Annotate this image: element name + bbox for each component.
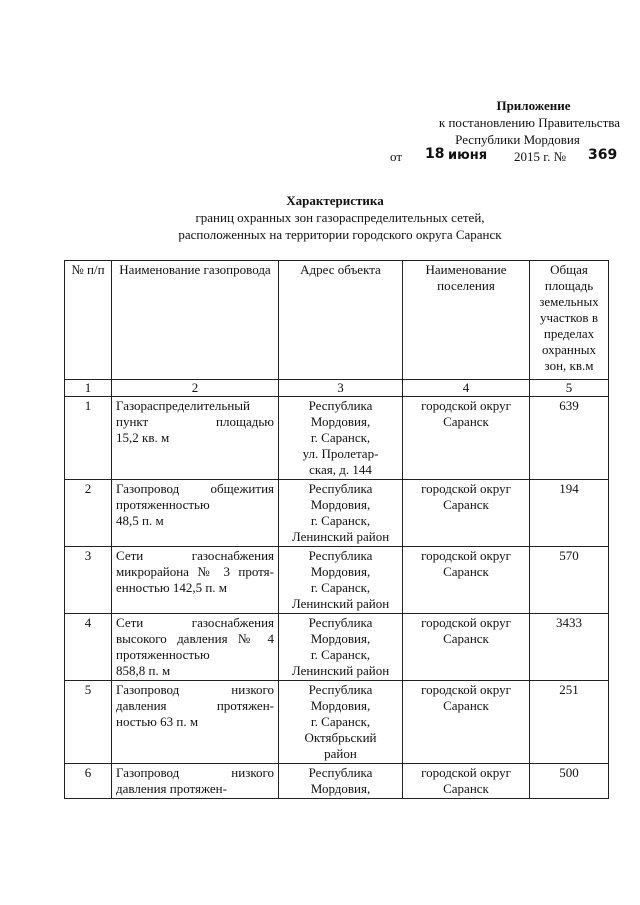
object-address <box>279 480 403 547</box>
date-prefix: от <box>390 149 403 164</box>
appendix-title: Приложение <box>496 98 571 113</box>
cell-line: микрорайона № 3 протя- <box>116 564 274 579</box>
pipeline-name <box>112 397 279 480</box>
cell-line: Республика <box>308 481 373 496</box>
cell-line: Саранск <box>443 631 489 646</box>
column-number-row <box>65 380 609 397</box>
cell-line: Ленинский район <box>291 596 390 611</box>
cell-line: городской округ <box>421 615 511 630</box>
cell-line: ностью 63 п. м <box>116 714 199 729</box>
document-title: Характеристика <box>286 193 384 208</box>
row-number: 4 <box>65 614 112 681</box>
pipeline-name <box>112 681 279 764</box>
cell-line: Республика <box>308 682 373 697</box>
column-number: 1 <box>65 380 112 397</box>
cell-line: Газопровод общежития <box>116 481 274 496</box>
cell-line: городской округ <box>421 548 511 563</box>
date-day: 18 <box>425 146 445 162</box>
cell-line: Республика <box>308 398 373 413</box>
cell-line: городской округ <box>421 765 511 780</box>
cell-line: давления протяжен- <box>116 698 274 713</box>
cell-line: г. Саранск, <box>310 714 371 729</box>
settlement-name <box>403 397 530 480</box>
object-address <box>279 681 403 764</box>
protection-zones-table <box>64 260 609 799</box>
cell-line: высокого давления № 4 <box>116 631 274 646</box>
header-number: № п/п <box>65 261 112 380</box>
cell-line: давления протяжен- <box>116 781 227 796</box>
cell-line: 15,2 кв. м <box>116 430 170 445</box>
cell-line: Ленинский район <box>291 663 390 678</box>
date-month: июня <box>448 148 488 163</box>
cell-line: Саранск <box>443 414 489 429</box>
cell-line: протяженностью <box>116 497 210 512</box>
appendix-resolution-line: к постановлению Правительства <box>438 115 620 130</box>
cell-line: г. Саранск, <box>310 513 371 528</box>
cell-line: Мордовия, <box>310 781 371 796</box>
table-row <box>65 547 609 614</box>
cell-line: пункт площадью <box>116 414 274 429</box>
column-number: 2 <box>112 380 279 397</box>
appendix-block <box>380 97 625 165</box>
header-settlement: Наименование поселения <box>403 261 530 380</box>
cell-line: Саранск <box>443 781 489 796</box>
table-row <box>65 764 609 799</box>
cell-line: Газораспределительный <box>116 398 250 413</box>
cell-line: городской округ <box>421 481 511 496</box>
row-number: 3 <box>65 547 112 614</box>
pipeline-name <box>112 480 279 547</box>
cell-line: Мордовия, <box>310 698 371 713</box>
header-address: Адрес объекта <box>279 261 403 380</box>
cell-line: городской округ <box>421 398 511 413</box>
table-header-row <box>65 261 609 380</box>
pipeline-name <box>112 614 279 681</box>
pipeline-name <box>112 764 279 799</box>
cell-line: Саранск <box>443 564 489 579</box>
table-row <box>65 480 609 547</box>
document-title-block <box>0 192 640 243</box>
object-address <box>279 764 403 799</box>
area-value: 3433 <box>530 614 609 681</box>
cell-line: Республика <box>308 548 373 563</box>
appendix-republic-line: Республики Мордовия <box>455 132 580 147</box>
area-value: 251 <box>530 681 609 764</box>
cell-line: енностью 142,5 п. м <box>116 580 228 595</box>
cell-line: Мордовия, <box>310 564 371 579</box>
cell-line: г. Саранск, <box>310 647 371 662</box>
date-year: 2015 г. № <box>514 149 567 164</box>
cell-line: Республика <box>308 765 373 780</box>
cell-line: ул. Пролетар- <box>302 446 379 461</box>
cell-line: Газопровод низкого <box>116 682 274 697</box>
settlement-name <box>403 480 530 547</box>
area-value: 500 <box>530 764 609 799</box>
table-body <box>65 397 609 799</box>
cell-line: Сети газоснабжения <box>116 548 274 563</box>
row-number: 1 <box>65 397 112 480</box>
cell-line: Республика <box>308 615 373 630</box>
settlement-name <box>403 614 530 681</box>
area-value: 194 <box>530 480 609 547</box>
document-subtitle-line-1: границ охранных зон газораспределительных сетей, <box>195 210 485 225</box>
area-value: 639 <box>530 397 609 480</box>
settlement-name <box>403 681 530 764</box>
table-row <box>65 614 609 681</box>
cell-line: Мордовия, <box>310 414 371 429</box>
cell-line: район <box>324 746 357 761</box>
cell-line: городской округ <box>421 682 511 697</box>
row-number: 2 <box>65 480 112 547</box>
settlement-name <box>403 547 530 614</box>
table-row <box>65 681 609 764</box>
area-value: 570 <box>530 547 609 614</box>
row-number: 5 <box>65 681 112 764</box>
cell-line: Мордовия, <box>310 631 371 646</box>
header-pipeline-name: Наименование газопровода <box>112 261 279 380</box>
cell-line: г. Саранск, <box>310 430 371 445</box>
object-address <box>279 397 403 480</box>
header-area: Общая площадь земельных участков в пределах охранных зон, кв.м <box>530 261 609 380</box>
object-address <box>279 547 403 614</box>
cell-line: Саранск <box>443 497 489 512</box>
column-number: 3 <box>279 380 403 397</box>
cell-line: г. Саранск, <box>310 580 371 595</box>
appendix-date-line <box>380 148 625 165</box>
resolution-number: 369 <box>588 147 618 163</box>
cell-line: ская, д. 144 <box>309 462 372 477</box>
cell-line: Октябрьский <box>304 730 377 745</box>
cell-line: протяженностью <box>116 647 210 662</box>
pipeline-name <box>112 547 279 614</box>
settlement-name <box>403 764 530 799</box>
cell-line: Саранск <box>443 698 489 713</box>
cell-line: Ленинский район <box>291 529 390 544</box>
row-number: 6 <box>65 764 112 799</box>
column-number: 5 <box>530 380 609 397</box>
cell-line: 858,8 п. м <box>116 663 171 678</box>
object-address <box>279 614 403 681</box>
cell-line: Газопровод низкого <box>116 765 274 780</box>
table-row <box>65 397 609 480</box>
cell-line: Сети газоснабжения <box>116 615 274 630</box>
column-number: 4 <box>403 380 530 397</box>
cell-line: 48,5 п. м <box>116 513 164 528</box>
cell-line: Мордовия, <box>310 497 371 512</box>
document-subtitle-line-2: расположенных на территории городского округа Саранск <box>178 227 502 242</box>
